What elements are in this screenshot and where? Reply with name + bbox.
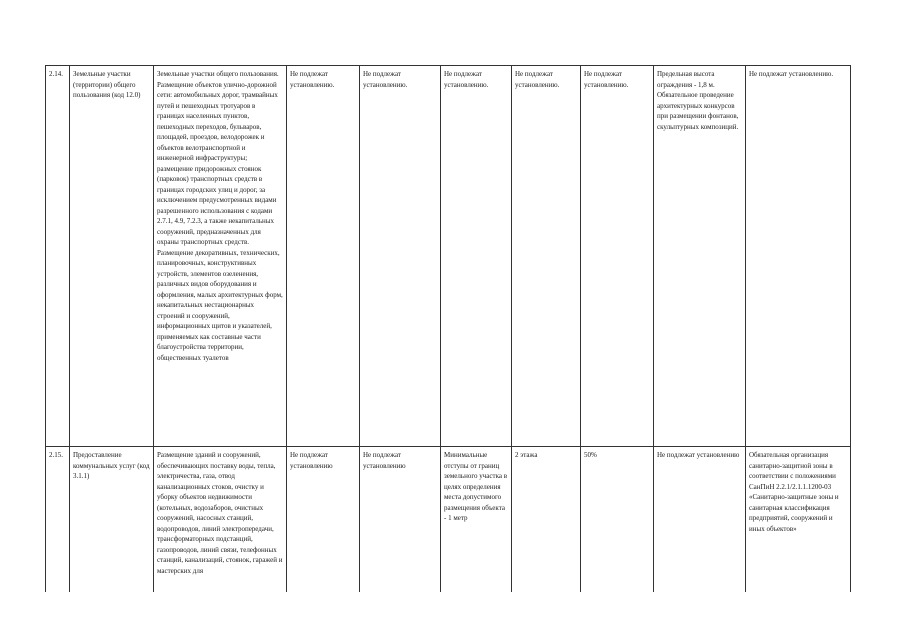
parameter-cell: Не подлежат установлению. xyxy=(746,66,851,447)
parameter-cell: 2 этажа xyxy=(512,447,581,593)
use-type-name: Земельные участки (территории) общего пользования (код 12.0) xyxy=(70,66,154,447)
parameter-cell: Не подлежат установлению. xyxy=(512,66,581,447)
row-number: 2.15. xyxy=(46,447,70,593)
parameter-cell: Предельная высота ограждения - 1,8 м. Обязательное проведение архитектурных конкурсов при размещении фонтанов, скульптурных композиций. xyxy=(654,66,746,447)
parameter-cell: Обязательная организация санитарно-защитной зоны в соответствии с положениями СанПиН 2.2.1/2.1.1.1200-03 «Санитарно-защитные зоны и санитарная классификация предприятий, сооружений и иных объектов» xyxy=(746,447,851,593)
parameter-cell: Не подлежат установлению xyxy=(654,447,746,593)
parameter-cell: Не подлежат установлению. xyxy=(287,66,360,447)
table-row xyxy=(46,447,851,593)
parameter-cell: Не подлежат установлению xyxy=(287,447,360,593)
use-type-name: Предоставление коммунальных услуг (код 3.1.1) xyxy=(70,447,154,593)
parameter-cell: Не подлежат установлению. xyxy=(581,66,654,447)
parameter-cell: Не подлежат установлению. xyxy=(360,66,441,447)
parameter-cell: 50% xyxy=(581,447,654,593)
parameter-cell: Минимальные отступы от границ земельного участка в целях определения места допустимого размещения объекта - 1 метр xyxy=(441,447,512,593)
parameter-cell: Не подлежат установлению. xyxy=(441,66,512,447)
use-type-description: Земельные участки общего пользования. Размещение объектов улично-дорожной сети: автомобильных дорог, трамвайных путей и пешеходных тротуаров в границах населенных пунктов, пешеходных переходов, бульваров, площадей, проездов, велодорожек и объектов велотранспортной и инженерной инфраструктуры; размещение придорожных стоянок (парковок) транспортных средств в границах городских улиц и дорог, за исключением предусмотренных видами разрешенного использования с кодами 2.7.1, 4.9, 7.2.3, а также некапитальных сооружений, предназначенных для охраны транспортных средств. Размещение декоративных, технических, планировочных, конструктивных устройств, элементов озеленения, различных видов оборудования и оформления, малых архитектурных форм, некапитальных нестационарных строений и сооружений, информационных щитов и указателей, применяемых как составные части благоустройства территории, общественных туалетов xyxy=(154,66,287,447)
table-row xyxy=(46,66,851,447)
parameter-cell: Не подлежат установлению xyxy=(360,447,441,593)
row-number: 2.14. xyxy=(46,66,70,447)
use-type-description: Размещение зданий и сооружений, обеспечивающих поставку воды, тепла, электричества, газа, отвод канализационных стоков, очистку и уборку объектов недвижимости (котельных, водозаборов, очистных сооружений, насосных станций, водопроводов, линий электропередачи, трансформаторных подстанций, газопроводов, линий связи, телефонных станций, канализаций, стоянок, гаражей и мастерских для xyxy=(154,447,287,593)
regulations-table xyxy=(45,65,851,592)
